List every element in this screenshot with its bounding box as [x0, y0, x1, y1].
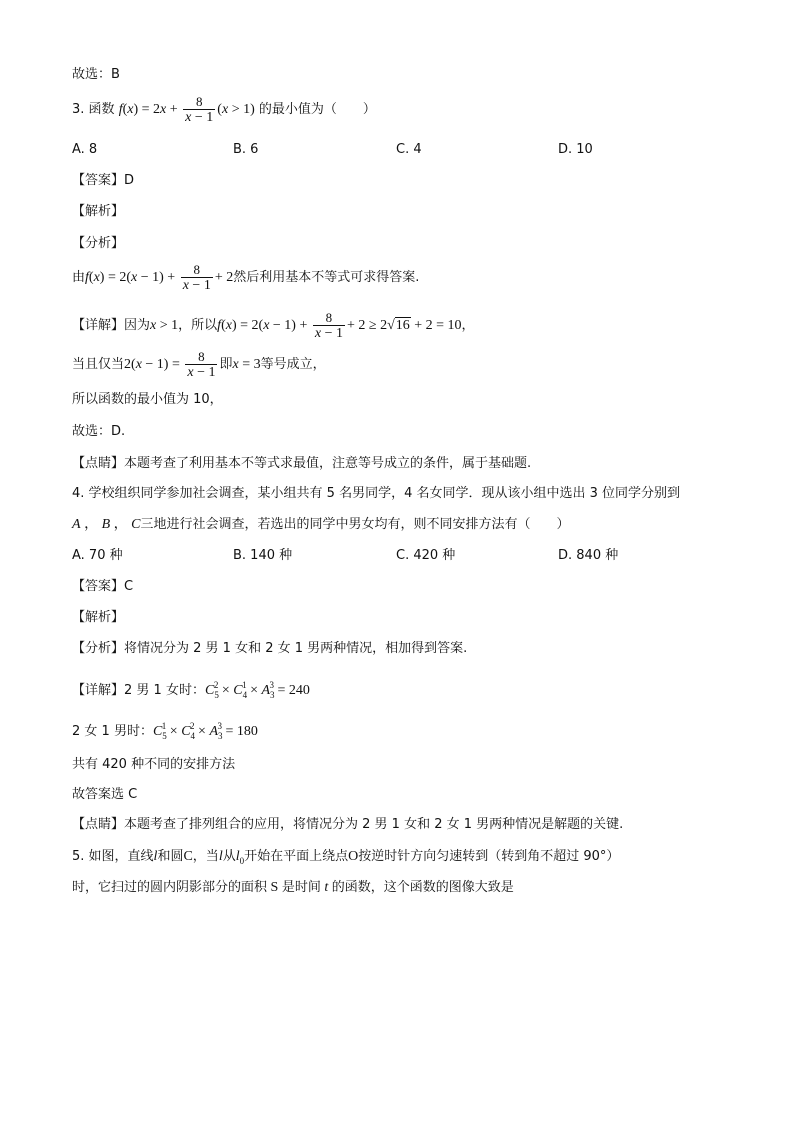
q4-dianjing-tag: 【点睛】: [72, 817, 125, 832]
q4-answer-value: C: [124, 579, 134, 594]
q4-fenxi-tag: 【分析】: [72, 641, 125, 656]
q3-stem: 3. 函数 f(x) = 2x + $\frac{8}{x - 1}$ (x > 1) 的最小值为（ ）: [72, 94, 376, 125]
q3-option-b: B. 6: [233, 142, 259, 157]
q5-stem-line2: 时，它扫过的圆内阴影部分的面积 S 是时间 t 的函数，这个函数的图像大致是: [72, 880, 514, 895]
q3-option-d: D. 10: [558, 142, 593, 157]
q3-answer: [72, 172, 134, 190]
q4-option-d: D. 840 种: [558, 548, 619, 563]
q3-fenxi: 由f(x) = 2(x − 1) + $\frac{8}{x - 1}$ + 2然后利用基本不等式可求得答案.: [72, 262, 420, 293]
q4-fenxi: 【分析】将情况分为 2 男 1 女和 2 女 1 男两种情况，相加得到答案.: [72, 641, 468, 656]
q4-xiangjie-tag: 【详解】: [72, 683, 125, 698]
q4-jiexi: 【解析】: [72, 610, 125, 625]
q4-choose: 故答案选 C: [72, 787, 138, 802]
q4-stem-line1: 4. 学校组织同学参加社会调查，某小组共有 5 名男同学，4 名女同学．现从该小组中选出 3 位同学分别到: [72, 486, 681, 501]
q3-number: 3.: [72, 102, 85, 117]
q3-xiangjie-tag: 【详解】: [72, 318, 125, 333]
q4-answer-tag: 【答案】: [72, 579, 125, 594]
q4-total: 共有 420 种不同的安排方法: [72, 757, 236, 772]
q3-min-value: 所以函数的最小值为 10，: [72, 392, 223, 407]
q3-prefix: 函数: [88, 102, 115, 117]
q3-suffix: 的最小值为（ ）: [258, 102, 376, 117]
q4-answer: [72, 578, 133, 596]
q4-option-b: B. 140 种: [233, 548, 293, 563]
prev-answer-choice: 故选：B: [72, 67, 120, 82]
q3-fenxi-tag: 【分析】: [72, 236, 125, 251]
q4-option-c: C. 420 种: [396, 548, 456, 563]
q4-option-a: A. 70 种: [72, 548, 123, 563]
q3-jiexi: 【解析】: [72, 204, 125, 219]
q4-dianjing: 【点睛】本题考查了排列组合的应用，将情况分为 2 男 1 女和 2 女 1 男两种情况是解题的关键.: [72, 817, 624, 832]
q3-option-c: C. 4: [396, 142, 422, 157]
q4-xiangjie: 【详解】2 男 1 女时：$C_5^2 \times C_4^1 \times A_3^3 = 240$: [72, 680, 310, 700]
q5-stem-line1: 5. 如图，直线l和圆C，当l从$l_0$开始在平面上绕点O按逆时针方向匀速转到（转到角不超过 90°）: [72, 849, 620, 866]
q3-answer-tag: 【答案】: [72, 173, 125, 188]
q3-equality-condition: 当且仅当2(x − 1) = $\frac{8}{x - 1}$ 即x = 3等号成立，: [72, 349, 326, 380]
q4-case2: 2 女 1 男时：$C_5^1 \times C_4^2 \times A_3^3 = 180$: [72, 721, 258, 741]
q3-dianjing-tag: 【点睛】: [72, 456, 125, 471]
q3-fraction: $\frac{8}{x - 1}$: [185, 94, 214, 125]
q3-answer-value: D: [124, 173, 135, 188]
q3-choose: 故选：D.: [72, 424, 126, 439]
q3-formula: f: [118, 102, 123, 117]
q3-option-a: A. 8: [72, 142, 98, 157]
q3-xiangjie: 【详解】因为x > 1，所以f(x) = 2(x − 1) + $\frac{8}{x - 1}$ + 2 ≥ 2√16 + 2 = 10，: [72, 310, 475, 341]
q4-stem-line2: A ， B ， C三地进行社会调查，若选出的同学中男女均有，则不同安排方法有（ ）: [72, 517, 570, 532]
q3-dianjing: 【点睛】本题考查了利用基本不等式求最值，注意等号成立的条件，属于基础题.: [72, 456, 532, 471]
